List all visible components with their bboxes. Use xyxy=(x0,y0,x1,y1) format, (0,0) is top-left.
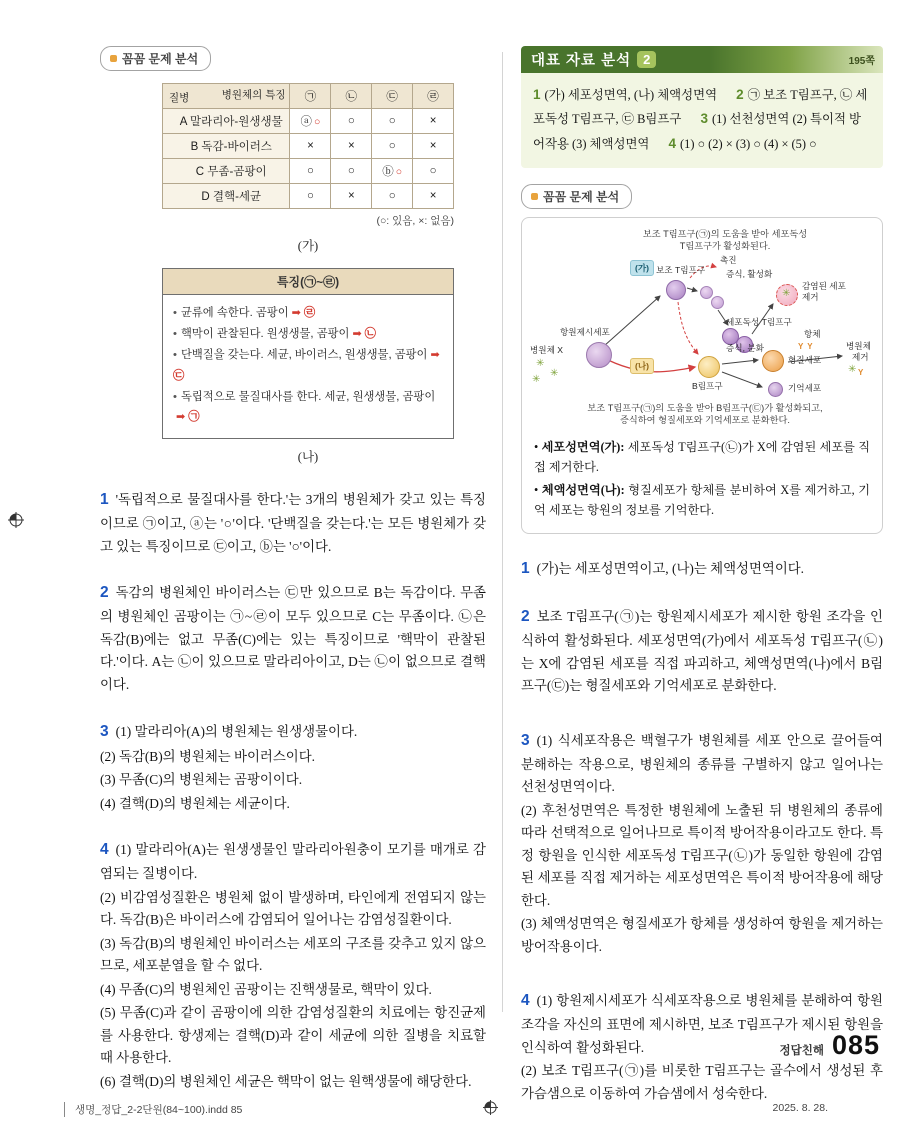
chip-accent-icon xyxy=(531,193,538,200)
disease-cell: A 말라리아-원생생물 xyxy=(163,109,290,134)
value-cell: × xyxy=(290,134,331,159)
activated-t-cell xyxy=(711,296,724,309)
answer-text: (1) 말라리아(A)는 원생생물인 말라리아원충이 모기를 매개로 감염되는 질병이다. xyxy=(100,842,486,882)
activated-t-cell xyxy=(700,286,713,299)
diagram-label-cytotoxic-t: 세포독성 T림프구 xyxy=(726,316,792,327)
answer-number: 4 xyxy=(521,992,530,1010)
table-header-row xyxy=(163,84,454,109)
disease-cell: D 결핵-세균 xyxy=(163,184,290,209)
value-cell: ○ xyxy=(413,159,454,184)
answer-text: (2) 후천성면역은 특정한 병원체에 노출된 뒤 병원체의 종류에 따라 선택적으로 일어나므로 특이적 방어작용이라고도 한다. 특정 항원을 인식한 세포독성 T림프구(㉡)가 동일한 항원에 감염된 세포를 직접 제거하는 세포성면역은 특이적 방어작용에 해당한다. xyxy=(521,802,883,908)
diagram-top-note-line2: T림프구가 활성화된다. xyxy=(679,240,771,251)
table-row xyxy=(163,184,454,209)
cell-value: ⓑ xyxy=(382,166,394,178)
header-number-badge: 2 xyxy=(637,51,656,68)
answer-text: (1) 항원제시세포가 식세포작용으로 병원체를 분해하여 항원 조각을 자신의 표면에 제시하면, 보조 T림프구가 제시된 항원을 인식하여 활성화된다. xyxy=(521,993,883,1055)
analysis-bullets xyxy=(530,438,874,521)
virus-icon: ✳ xyxy=(848,363,857,375)
table-row xyxy=(163,159,454,184)
helper-t-cell xyxy=(666,280,686,300)
answer-number: 3 xyxy=(100,722,109,740)
answer-text: (2) 비감염성질환은 병원체 없이 발생하며, 타인에게 전염되지 않는다. 독감(B)은 바이러스에 감염되어 일어나는 감염성질환이다. xyxy=(100,889,486,928)
value-cell: × xyxy=(413,134,454,159)
answer-block-3 xyxy=(100,719,486,816)
immune-response-diagram xyxy=(530,226,874,428)
feature-text: 단백질을 갖는다. 세균, 바이러스, 원생생물, 곰팡이 xyxy=(180,348,428,361)
arrow-icon: ➡ xyxy=(176,411,186,424)
feature-item xyxy=(173,324,443,345)
answer-text: (3) 독감(B)의 병원체인 바이러스는 세포의 구조를 갖추고 있지 않으므로, 세포분열을 할 수 없다. xyxy=(100,935,486,974)
table-corner-cell xyxy=(163,84,290,109)
footer-date: 2025. 8. 28. xyxy=(772,1102,828,1114)
answer-text: (4) 무좀(C)의 병원체인 곰팡이는 진핵생물로, 핵막이 있다. xyxy=(100,981,432,997)
answer-number: 1 xyxy=(521,559,530,577)
summary-text: (1) 선천성면역 (2) 특이적 방어작용 (3) 체액성면역 xyxy=(533,112,861,151)
virus-icon: ✳ xyxy=(550,367,559,379)
summary-number: 1 xyxy=(533,87,541,102)
corner-bottom-label: 질병 xyxy=(169,92,190,104)
value-cell: ○ xyxy=(372,184,413,209)
footer-filename: 생명_정답_2-2단원(84~100).indd 85 xyxy=(64,1102,242,1117)
memory-cell xyxy=(768,382,783,397)
answer-text: (2) 보조 T림프구(㉠)를 비롯한 T림프구는 골수에서 생성된 후 가슴샘으로 이동하여 가슴샘에서 성숙한다. xyxy=(521,1063,883,1101)
value-cell: ○ xyxy=(331,159,372,184)
feature-answer: ㉡ xyxy=(364,327,376,340)
right-analysis-chip-label: 꼼꼼 문제 분석 xyxy=(543,189,620,204)
bullet-lead: 체액성면역(나): xyxy=(541,483,625,498)
pathogen-feature-table xyxy=(162,83,454,209)
bullet-text: 형질세포가 항체를 분비하여 X를 제거하고, 기억 세포는 항원의 정보를 기억한다. xyxy=(534,483,870,518)
right-analysis-chip xyxy=(521,184,632,209)
answer-block-1 xyxy=(521,556,883,582)
answer-text: (4) 결핵(D)의 병원체는 세균이다. xyxy=(100,795,290,811)
print-footer xyxy=(0,1096,900,1126)
diagram-bottom-note-line1: 보조 T림프구(㉠)의 도움을 받아 B림프구(㉢)가 활성화되고, xyxy=(587,402,823,413)
diagram-label-helper-t: 보조 T림프구 xyxy=(656,264,706,275)
feature-answer: ㉢ xyxy=(173,369,185,382)
answer-text: (2) 독감(B)의 병원체는 바이러스이다. xyxy=(100,748,316,764)
table-legend: (○: 있음, ×: 없음) xyxy=(376,215,454,227)
feature-answer: ㉠ xyxy=(188,411,200,424)
page-number-label: 정답친해 xyxy=(779,1045,824,1057)
virus-icon: ✳ xyxy=(782,287,791,299)
feature-item xyxy=(173,303,443,324)
answer-number: 4 xyxy=(100,841,109,859)
bullet-icon: • xyxy=(173,307,177,319)
bullet-icon: • xyxy=(173,348,177,361)
answer-text: (1) 식세포작용은 백혈구가 병원체를 세포 안으로 끌어들여 분해하는 작용으로, 병원체의 종류를 구별하지 않고 일어나는 선천성면역이다. xyxy=(521,732,883,795)
summary-number: 2 xyxy=(736,87,744,102)
diagram-label-infected-removal1: 감염된 세포 xyxy=(802,280,846,291)
feature-answer: ㉣ xyxy=(303,307,316,319)
answer-text: 보조 T림프구(㉠)는 항원제시세포가 제시한 항원 조각을 인식하여 활성화된다. 세포성면역(가)에서 세포독성 T림프구(㉡)는 X에 감염된 세포를 직접 파괴하고, 체액성면역(나)에서 B림프구(㉢)는 형질세포와 기억세포로 분화한다. xyxy=(521,608,883,694)
virus-icon: ✳ xyxy=(536,357,545,369)
bullet-text: 세포독성 T림프구(㉡)가 X에 감염된 세포를 직접 제거한다. xyxy=(534,439,870,474)
answer-text: (1) 말라리아(A)의 병원체는 원생생물이다. xyxy=(115,723,358,739)
answer-number: 3 xyxy=(521,731,530,749)
answer-block-4 xyxy=(100,837,486,1093)
value-cell xyxy=(290,109,331,134)
diagram-label-removal1: 병원체 xyxy=(846,340,871,351)
arrow-icon: ➡ xyxy=(430,348,440,361)
value-cell: ○ xyxy=(290,184,331,209)
chip-accent-icon xyxy=(110,55,117,62)
answer-text: (5) 무좀(C)과 같이 곰팡이에 의한 감염성질환의 치료에는 항진균제를 사용한다. 항생제는 결핵(D)과 같이 세균에 의한 질병을 치료할 때 사용한다. xyxy=(100,1005,486,1066)
diagram-label-promote: 촉진 xyxy=(720,254,737,265)
column-header: ㉣ xyxy=(413,84,454,109)
diagram-label-proliferate: 증식, 활성화 xyxy=(726,268,773,279)
diagram-label-removal2: 제거 xyxy=(852,351,869,362)
answer-text: (6) 결핵(D)의 병원체인 세균은 핵막이 없는 원핵생물에 해당한다. xyxy=(100,1073,472,1089)
answer-block-2 xyxy=(100,580,486,696)
feature-text: 독립적으로 물질대사를 한다. 세균, 원생생물, 곰팡이 xyxy=(180,390,436,403)
arrow-icon: ➡ xyxy=(352,327,362,340)
column-header: ㉡ xyxy=(331,84,372,109)
value-cell: ○ xyxy=(290,159,331,184)
summary-number: 4 xyxy=(668,135,677,151)
bullet-icon: • xyxy=(173,327,177,340)
diagram-label-memory: 기억세포 xyxy=(788,382,822,393)
left-column xyxy=(100,46,486,1093)
diagram-bottom-note-line2: 증식하여 형질세포와 기억세포로 분화한다. xyxy=(620,414,790,425)
right-column xyxy=(521,46,883,1105)
value-cell: ○ xyxy=(372,109,413,134)
answer-summary-box xyxy=(521,73,883,168)
answer-text: (가)는 세포성면역이고, (나)는 체액성면역이다. xyxy=(536,560,805,576)
summary-text: ㉠ 보조 T림프구, ㉡ 세포독성 T림프구, ㉢ B림프구 xyxy=(533,88,868,127)
value-cell: × xyxy=(331,134,372,159)
value-cell: × xyxy=(331,184,372,209)
analysis-bullet: • 세포성면역(가): 세포독성 T림프구(㉡)가 X에 감염된 세포를 직접 제거한다. xyxy=(534,439,870,474)
column-header: ㉠ xyxy=(290,84,331,109)
table-row xyxy=(163,109,454,134)
summary-text: (1) ○ (2) × (3) ○ (4) × (5) ○ xyxy=(680,136,817,151)
b-lymphocyte-cell xyxy=(698,356,720,378)
diagram-label-infected-removal2: 제거 xyxy=(802,291,819,302)
answer-number: 2 xyxy=(100,584,109,602)
diagram-label-pathogen-x: 병원체 X xyxy=(530,344,564,355)
feature-box-title: 특징(㉠~㉣) xyxy=(163,269,453,295)
summary-number: 3 xyxy=(700,111,708,127)
diagram-top-note-line1: 보조 T림프구(㉠)의 도움을 받아 세포독성 xyxy=(642,228,808,239)
feature-text: 균류에 속한다. 곰팡이 xyxy=(180,307,289,319)
answer-number: 1 xyxy=(100,491,109,509)
diagram-label-antibody: 항체 xyxy=(804,328,821,339)
right-analysis-section xyxy=(521,184,883,534)
antigen-presenting-cell xyxy=(586,342,612,368)
diagram-label-divide: 증식, 분화 xyxy=(726,342,764,353)
feature-text: 핵막이 관찰된다. 원생생물, 곰팡이 xyxy=(180,327,350,340)
answer-block-3 xyxy=(521,728,883,959)
red-answer-mark: ○ xyxy=(314,116,321,128)
tag-na: (나) xyxy=(630,358,654,374)
value-cell: ○ xyxy=(372,134,413,159)
registration-mark-left xyxy=(8,512,24,528)
page-number-block xyxy=(780,1030,881,1061)
table-row xyxy=(163,134,454,159)
disease-cell: C 무좀-곰팡이 xyxy=(163,159,290,184)
value-cell: × xyxy=(413,109,454,134)
left-analysis-chip xyxy=(100,46,211,71)
answer-number: 2 xyxy=(521,607,530,625)
value-cell: × xyxy=(413,184,454,209)
summary-item xyxy=(533,88,717,102)
immune-diagram-box xyxy=(521,217,883,534)
answer-block-2 xyxy=(521,604,883,698)
antibody-icons: Y Y xyxy=(798,341,814,351)
value-cell: ○ xyxy=(331,109,372,134)
antibody-icons: Y xyxy=(858,367,865,377)
page-number: 085 xyxy=(831,1030,880,1060)
summary-item xyxy=(669,137,817,151)
feature-item xyxy=(173,387,443,429)
diagram-label-apc: 항원제시세포 xyxy=(560,326,610,337)
plasma-cell xyxy=(762,350,784,372)
cell-value: ⓐ xyxy=(300,116,312,128)
column-divider xyxy=(502,52,503,1012)
answer-text: '독립적으로 물질대사를 한다.'는 3개의 병원체가 갖고 있는 특징이므로 ㉠이고, ⓐ는 '○'이다. '단백질을 갖는다.'는 모든 병원체가 갖고 있는 특징이므로 ㉢이고, ⓑ는 '○'이다. xyxy=(100,492,486,554)
answer-text: (3) 체액성면역은 형질세포가 항체를 생성하여 항원을 제거하는 방어작용이다. xyxy=(521,916,883,954)
disease-cell: B 독감-바이러스 xyxy=(163,134,290,159)
diagram-label-plasma: 형질세포 xyxy=(788,354,822,365)
diagram-label-b-cell: B림프구 xyxy=(692,380,723,391)
feature-caption-na: (나) xyxy=(297,450,319,465)
analysis-bullet: • 체액성면역(나): 형질세포가 항체를 분비하여 X를 제거하고, 기억 세포는 항원의 정보를 기억한다. xyxy=(534,483,870,518)
bullet-lead: 세포성면역(가): xyxy=(541,439,625,454)
column-header: ㉢ xyxy=(372,84,413,109)
header-title: 대표 자료 분석 xyxy=(531,53,632,69)
representative-data-header xyxy=(521,46,883,73)
left-analysis-chip-label: 꼼꼼 문제 분석 xyxy=(122,52,199,66)
summary-text: (가) 세포성면역, (나) 체액성면역 xyxy=(544,88,718,102)
feature-box xyxy=(162,268,454,439)
header-page-ref: 195쪽 xyxy=(848,56,875,67)
bullet-icon: • xyxy=(173,390,177,403)
virus-icon: ✳ xyxy=(532,373,541,385)
red-answer-mark: ○ xyxy=(395,166,403,178)
value-cell xyxy=(372,159,413,184)
tag-ga: (가) xyxy=(630,260,654,276)
feature-item xyxy=(173,345,443,387)
answer-block-1 xyxy=(100,487,486,558)
table-caption-ga: (가) xyxy=(297,239,319,253)
answer-text: 독감의 병원체인 바이러스는 ㉢만 있으므로 B는 독감이다. 무좀의 병원체인 곰팡이는 ㉠~㉣이 모두 있으므로 C는 무좀이다. ㉡은 독감(B)에는 없고 무좀(C)에는 있는 특징이므로 '핵막이 관찰된다.'이다. A는 ㉡이 있으므로 말라리아이고, D는 ㉡이 없으므로 결핵이다. xyxy=(100,585,486,692)
arrow-icon: ➡ xyxy=(291,307,301,319)
corner-top-label: 병원체의 특징 xyxy=(221,89,286,101)
answer-text: (3) 무좀(C)의 병원체는 곰팡이이다. xyxy=(100,772,303,788)
